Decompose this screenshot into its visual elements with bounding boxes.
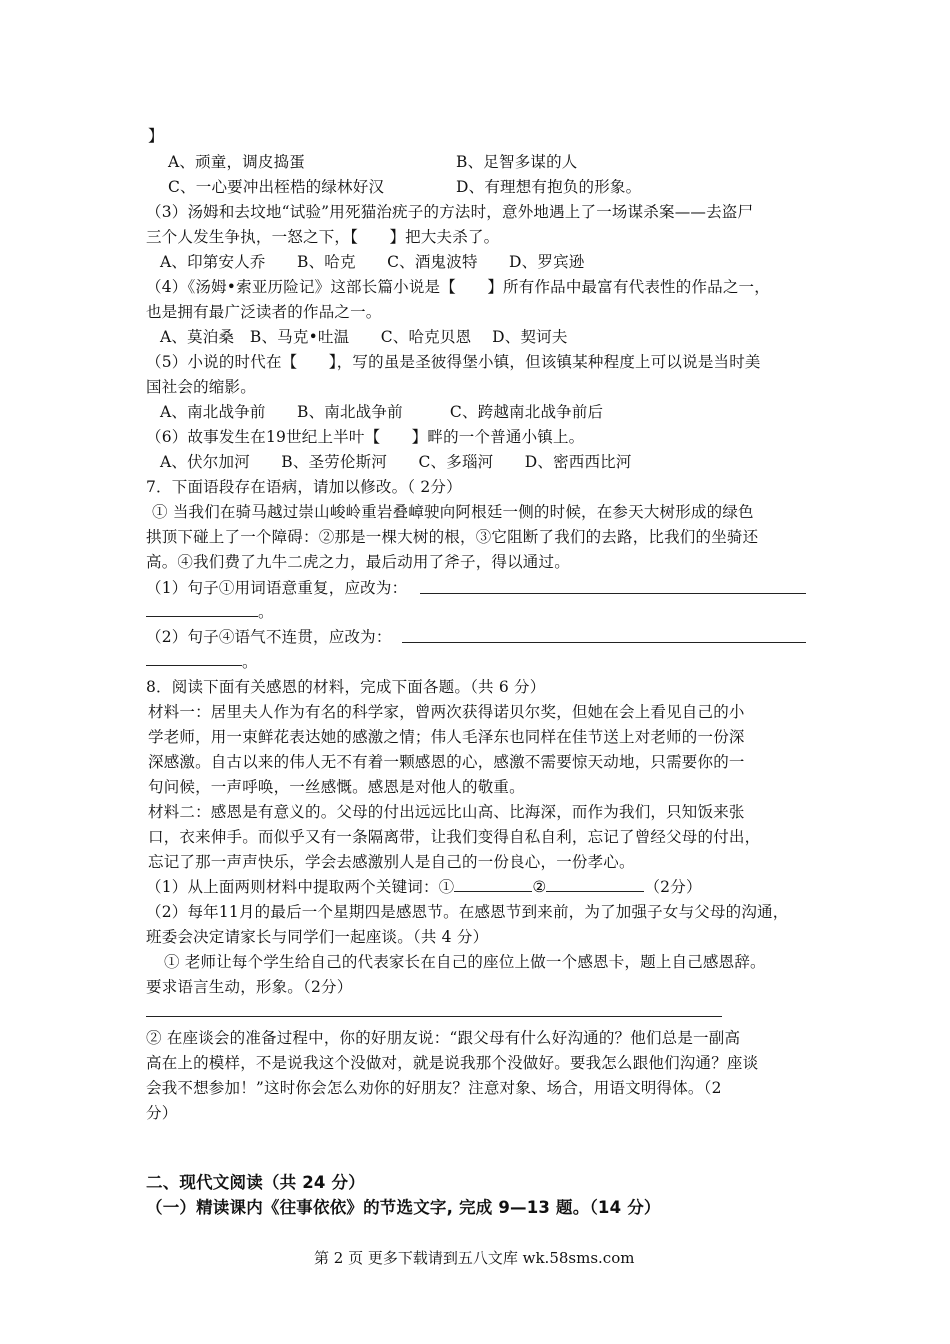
page-footer: 第 2 页 更多下载请到五八文库 wk.58sms.com [314,1249,635,1267]
task-2-line1: ② 在座谈会的准备过程中，你的好朋友说：“跟父母有什么好沟通的？他们总是一副高 [146,1029,741,1047]
question-7-title: 7．下面语段存在语病，请加以修改。（ 2分） [146,478,462,496]
question-7-passage-3: 高。④我们费了九牛二虎之力，最后动用了斧子，得以通过。 [146,553,570,571]
answer-line[interactable] [146,1016,722,1017]
keyword-2-blank[interactable] [546,877,644,892]
question-7-passage-1: ① 当我们在骑马越过崇山峻岭重岩叠嶂驶向阿根廷一侧的时候，在参天大树形成的绿色 [152,503,754,521]
question-3-line1: （3）汤姆和去坟地“试验”用死猫治疣子的方法时，意外地遇上了一场谋杀案——去盗尸 [146,203,754,221]
material-1-line2: 学老师，用一束鲜花表达她的感激之情；伟人毛泽东也同样在佳节送上对老师的一份深 [148,728,745,746]
period: 。 [258,603,274,621]
task-1-line2: 要求语言生动，形象。（2分） [146,978,353,996]
answer-line[interactable] [420,593,806,594]
option-a: A、顽童，调皮捣蛋 [168,153,305,171]
sub1-score: （2分） [644,878,702,896]
question-4-options: A、莫泊桑 B、马克•吐温 C、哈克贝恩 D、契诃夫 [160,328,568,346]
question-4-line2: 也是拥有最广泛读者的作品之一。 [146,303,382,321]
question-5-line1: （5）小说的时代在【 】，写的虽是圣彼得堡小镇，但该镇某种程度上可以说是当时美 [146,353,761,371]
task-2-line4: 分） [146,1104,178,1122]
material-2-line2: 口，衣来伸手。而似乎又有一条隔离带，让我们变得自私自利，忘记了曾经父母的付出， [148,828,761,846]
bracket-close: 】 [148,127,164,145]
material-1-line4: 句问候，一声呼唤，一丝感慨。感恩是对他人的敬重。 [148,778,525,796]
question-5-line2: 国社会的缩影。 [146,378,256,396]
task-1-line1: ① 老师让每个学生给自己的代表家长在自己的座位上做一个感恩卡，题上自己感恩辞。 [164,953,766,971]
question-3-options: A、印第安人乔 B、哈克 C、酒鬼波特 D、罗宾逊 [160,253,585,271]
task-2-line2: 高在上的模样，不是说我这个没做对，就是说我那个没做好。要我怎么跟他们沟通？座谈 [146,1054,759,1072]
material-1-line1: 材料一：居里夫人作为有名的科学家，曾两次获得诺贝尔奖，但她在会上看见自己的小 [148,703,745,721]
option-c: C、一心要冲出桎梏的绿林好汉 [168,178,385,196]
question-8-title: 8．阅读下面有关感恩的材料，完成下面各题。（共 6 分） [146,678,546,696]
answer-line[interactable] [146,616,258,617]
question-6-line1: （6）故事发生在19世纪上半叶【 】畔的一个普通小镇上。 [146,428,585,446]
question-8-sub1 [146,877,702,897]
subsection-heading: （一）精读课内《往事依依》的节选文字, 完成 9—13 题。（14 分） [146,1198,661,1217]
question-8-sub2-line1: （2）每年11月的最后一个星期四是感恩节。在感恩节到来前，为了加强子女与父母的沟通， [146,903,789,921]
section-heading: 二、现代文阅读（共 24 分） [146,1173,365,1192]
question-6-options: A、伏尔加河 B、圣劳伦斯河 C、多瑙河 D、密西西比河 [160,453,632,471]
question-4-line1: （4）《汤姆•索亚历险记》这部长篇小说是【 】所有作品中最富有代表性的作品之一， [146,278,770,296]
answer-line[interactable] [146,665,242,666]
material-2-line1: 材料二：感恩是有意义的。父母的付出远远比山高、比海深，而作为我们，只知饭来张 [148,803,745,821]
material-1-line3: 深感激。自古以来的伟人无不有着一颗感恩的心，感激不需要惊天动地，只需要你的一 [148,753,745,771]
sub1-circle2: ② [532,878,547,896]
question-7-passage-2: 拱顶下碰上了一个障碍：②那是一棵大树的根，③它阻断了我们的去路，比我们的坐骑还 [146,528,759,546]
question-7-sub2: （2）句子④语气不连贯，应改为： [146,628,392,646]
option-d: D、有理想有抱负的形象。 [456,178,642,196]
task-2-line3: 会我不想参加！”这时你会怎么劝你的好朋友？注意对象、场合，用语文明得体。（2 [146,1079,722,1097]
question-7-sub1: （1）句子①用词语意重复，应改为： [146,579,408,597]
material-2-line3: 忘记了那一声声快乐，学会去感激别人是自己的一份良心，一份孝心。 [148,853,635,871]
period: 。 [242,653,258,671]
question-5-options: A、南北战争前 B、南北战争前 C、跨越南北战争前后 [160,403,604,421]
option-b: B、足智多谋的人 [456,153,578,171]
keyword-1-blank[interactable] [454,877,532,892]
question-3-line2: 三个人发生争执，一怒之下，【 】把大夫杀了。 [146,228,500,246]
answer-line[interactable] [402,642,806,643]
sub1-label: （1）从上面两则材料中提取两个关键词：① [146,878,455,896]
question-8-sub2-line2: 班委会决定请家长与同学们一起座谈。（共 4 分） [146,928,489,946]
